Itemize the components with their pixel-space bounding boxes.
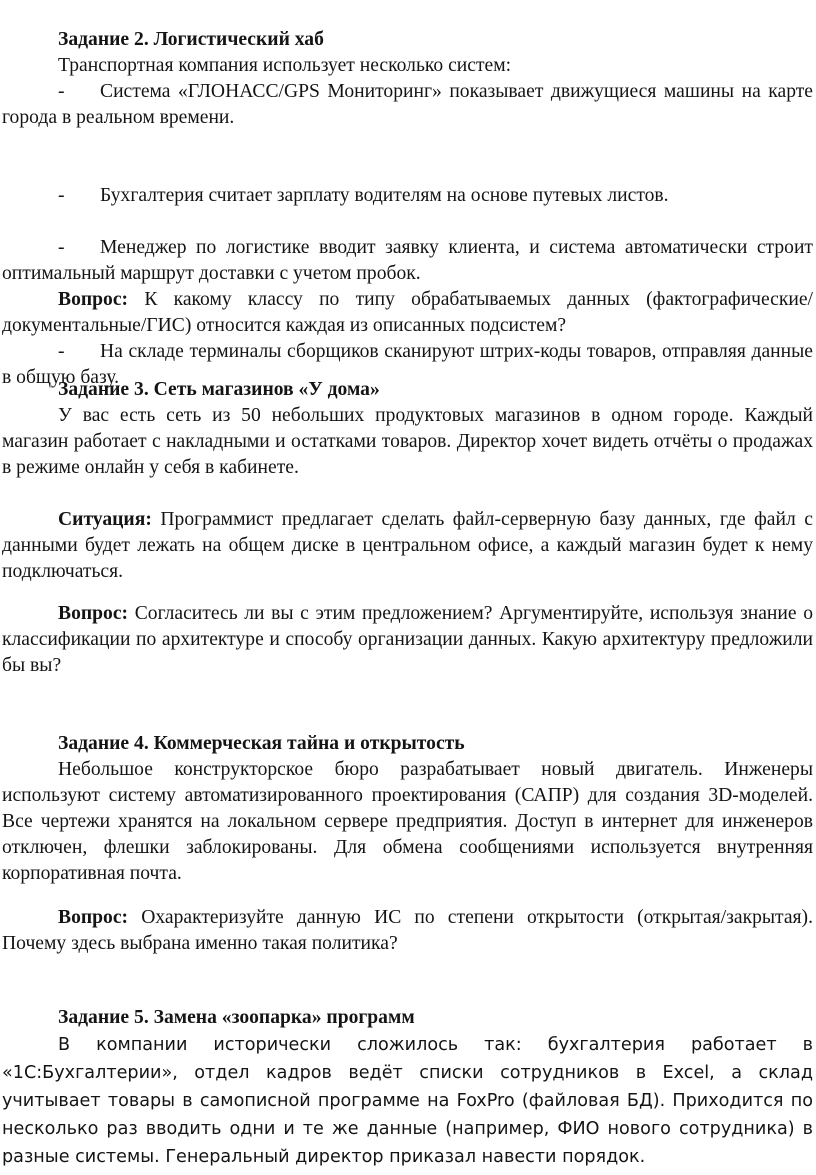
situation-label: Ситуация: bbox=[58, 509, 152, 530]
bullet-text: На складе терминалы сборщиков сканируют штрих-коды товаров, отправляя данные в общую базу. bbox=[2, 341, 813, 388]
bullet-dash: - bbox=[58, 185, 65, 206]
task5-body: В компании исторически сложилось так: бухгалтерия работает в «1С:Бухгалтерии», отдел кадров ведёт списки сотрудников в Excel, а склад учитывает товары в самописной программе на FoxPro (файловая БД). Приходится по несколько раз вводить одни и те же данные (например, ФИО нового сотрудника) в разные системы. Генеральный директор приказал навести порядок. bbox=[2, 1035, 813, 1167]
situation-text: Программист предлагает сделать файл-серверную базу данных, где файл с данными будет лежать на общем диске в центральном офисе, а каждый магазин будет к нему подключаться. bbox=[2, 509, 813, 582]
question-label: Вопрос: bbox=[58, 907, 129, 928]
question-text: Согласитесь ли вы с этим предложением? Аргументируйте, используя знание о классификации по архитектуре и способу организации данных. Какую архитектуру предложили бы вы? bbox=[2, 603, 813, 676]
task5-title: Задание 5. Замена «зоопарка» программ bbox=[58, 1007, 415, 1028]
bullet-text: Система «ГЛОНАСС/GPS Мониторинг» показывает движущиеся машины на карте города в реальном времени. bbox=[2, 81, 813, 128]
task2-intro: Транспортная компания использует несколько систем: bbox=[58, 55, 512, 76]
bullet-dash: - bbox=[58, 341, 65, 362]
task3-question bbox=[2, 601, 813, 679]
task2-question bbox=[2, 287, 813, 339]
task3-situation bbox=[2, 507, 813, 585]
bullet-dash: - bbox=[58, 237, 65, 258]
task2-bullet-1 bbox=[2, 79, 813, 131]
question-text: К какому классу по типу обрабатываемых данных (фактографические/документальные/ГИС) относится каждая из описанных подсистем? bbox=[2, 289, 813, 336]
question-label: Вопрос: bbox=[58, 603, 129, 624]
task3-body: У вас есть сеть из 50 небольших продуктовых магазинов в одном городе. Каждый магазин работает с накладными и остатками товаров. Директор хочет видеть отчёты о продажах в режиме онлайн у себя в кабинете. bbox=[2, 405, 813, 478]
task2-bullet-3 bbox=[2, 235, 813, 287]
bullet-text: Бухгалтерия считает зарплату водителям на основе путевых листов. bbox=[100, 185, 669, 206]
task2-title: Задание 2. Логистический хаб bbox=[58, 29, 324, 50]
question-label: Вопрос: bbox=[58, 289, 129, 310]
task2-bullet-2 bbox=[2, 183, 813, 209]
question-text: Охарактеризуйте данную ИС по степени открытости (открытая/закрытая). Почему здесь выбрана именно такая политика? bbox=[2, 907, 813, 954]
bullet-dash: - bbox=[58, 81, 65, 102]
task3-title: Задание 3. Сеть магазинов «У дома» bbox=[58, 379, 380, 400]
task4-title: Задание 4. Коммерческая тайна и открытость bbox=[58, 733, 465, 754]
task4-body: Небольшое конструкторское бюро разрабатывает новый двигатель. Инженеры используют систему автоматизированного проектирования (САПР) для создания 3D-моделей. Все чертежи хранятся на локальном сервере предприятия. Доступ в интернет для инженеров отключен, флешки заблокированы. Для обмена сообщениями используется внутренняя корпоративная почта. bbox=[2, 759, 813, 884]
bullet-text: Менеджер по логистике вводит заявку клиента, и система автоматически строит оптимальный маршрут доставки с учетом пробок. bbox=[2, 237, 813, 284]
task4-question bbox=[2, 905, 813, 957]
